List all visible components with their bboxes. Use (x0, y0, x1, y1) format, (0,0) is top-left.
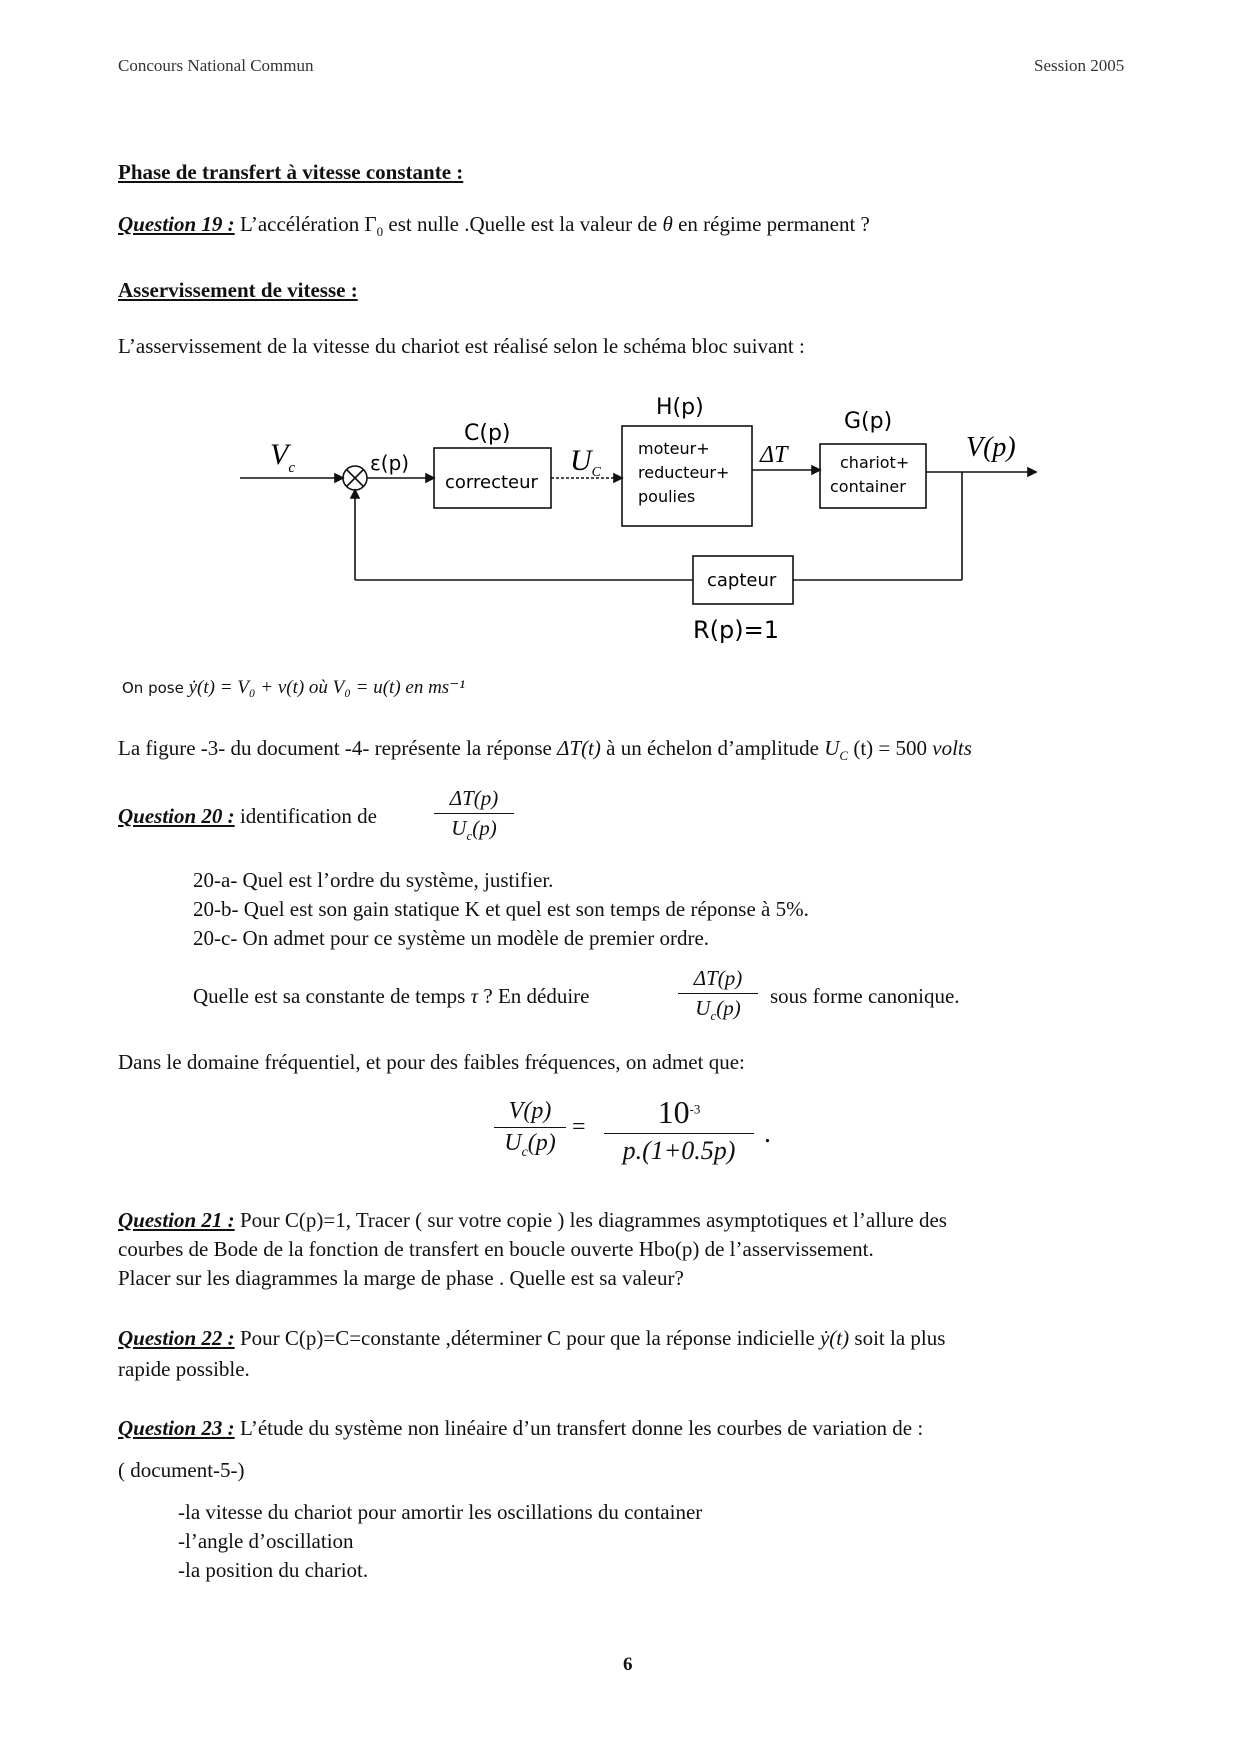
question-20 (118, 804, 377, 829)
q20c-num: ΔT(p) (693, 966, 743, 990)
fig-uc-sub: C (839, 748, 849, 764)
q20-text: identification de (234, 804, 377, 828)
h-text-3: poulies (638, 487, 696, 506)
q23-item-2: -l’angle d’oscillation (178, 1529, 354, 1553)
q20-tau-line (193, 984, 590, 1009)
fig-delta-t: ΔT(t) (557, 736, 601, 760)
vc-label: $V_c$ (270, 438, 295, 476)
uc-label: $U_C$ (570, 444, 602, 480)
q20-c: 20-c- On admet pour ce système un modèle de premier ordre. (193, 926, 710, 950)
q20-tau-text-1: Quelle est sa constante de temps (193, 984, 471, 1008)
q20-num: ΔT(p) (449, 786, 499, 810)
on-pose-line (122, 676, 465, 699)
freq-right-fraction (604, 1094, 754, 1166)
correcteur-text: correcteur (445, 472, 538, 493)
question-23-line-1 (118, 1416, 923, 1441)
gp-label: G(p) (844, 409, 893, 434)
freq-left-fraction (494, 1098, 566, 1161)
figure-line (118, 736, 972, 764)
feedback-arrow (351, 490, 359, 498)
question-21-label: Question 21 : (118, 1208, 235, 1232)
q20-a: 20-a- Quel est l’ordre du système, justifier. (193, 868, 554, 892)
g-text-1: chariot+ (840, 453, 910, 472)
q19-text-2: est nulle .Quelle est la valeur de (383, 212, 663, 236)
header-right: Session 2005 (1034, 56, 1125, 75)
q21-text-1: Pour C(p)=1, Tracer ( sur votre copie ) les diagrammes asymptotiques et l’allure des (234, 1208, 947, 1232)
question-23-line-2: ( document-5-) (118, 1458, 245, 1482)
freq-line: Dans le domaine fréquentiel, et pour des faibles fréquences, on admet que: (118, 1050, 745, 1074)
freq-dot: . (764, 1118, 771, 1149)
question-20-label: Question 20 : (118, 804, 235, 828)
q20-den: $U_c(p)$ (451, 816, 497, 844)
question-21-line-1 (118, 1208, 947, 1233)
rp-label: R(p)=1 (693, 616, 780, 644)
question-22-line-1 (118, 1326, 945, 1351)
question-22-line-2: rapide possible. (118, 1357, 250, 1381)
cp-label: C(p) (464, 421, 511, 446)
section-phase-title: Phase de transfert à vitesse constante : (118, 160, 464, 184)
q19-text-1: L’accélération (234, 212, 365, 236)
question-23-label: Question 23 : (118, 1416, 235, 1440)
input-arrow (335, 474, 343, 482)
q19-text-3: en régime permanent ? (672, 212, 870, 236)
question-19-label: Question 19 : (118, 212, 235, 236)
fig-text-2: à un échelon d’amplitude (600, 736, 825, 760)
delta-t-label: ΔT (760, 442, 788, 468)
g-text-2: container (830, 477, 906, 496)
freq-right-den: p.(1+0.5p) (622, 1136, 736, 1165)
q20-fraction (434, 786, 514, 844)
q20-tau-text-2: ? En déduire (478, 984, 590, 1008)
fig-uc: U (824, 736, 840, 760)
capteur-text: capteur (707, 570, 777, 591)
block-diagram (0, 0, 1240, 660)
vp-label: V(p) (966, 432, 1016, 463)
q20-b: 20-b- Quel est son gain statique K et quel est son temps de réponse à 5%. (193, 897, 809, 921)
hp-label: H(p) (656, 395, 704, 420)
question-21-line-2: courbes de Bode de la fonction de transfert en boucle ouverte Hbo(p) de l’asservissement. (118, 1237, 874, 1261)
theta-symbol: θ (662, 212, 673, 236)
q23-text-1: L’étude du système non linéaire d’un transfert donne les courbes de variation de : (234, 1416, 924, 1440)
page-number: 6 (623, 1654, 633, 1675)
h-text-2: reducteur+ (638, 463, 730, 482)
q22-text-2: soit la plus (849, 1326, 946, 1350)
fig-uc-arg: (t) = 500 (848, 736, 933, 760)
freq-equals: = (572, 1114, 586, 1140)
gamma-symbol: Γ (364, 212, 377, 236)
q23-item-3: -la position du chariot. (178, 1558, 369, 1582)
freq-left-den: $U_c(p)$ (504, 1130, 556, 1160)
q20c-den: $U_c(p)$ (695, 996, 741, 1024)
fig-volts: volts (932, 736, 972, 760)
question-22-label: Question 22 : (118, 1326, 235, 1350)
freq-right-num: $10^{-3}$ (657, 1094, 701, 1130)
header-left: Concours National Commun (118, 56, 314, 75)
q23-item-1: -la vitesse du chariot pour amortir les oscillations du container (178, 1500, 703, 1524)
freq-left-num: V(p) (508, 1098, 552, 1124)
on-pose-prefix: On pose (122, 679, 189, 697)
h-text-1: moteur+ (638, 439, 710, 458)
question-21-line-3: Placer sur les diagrammes la marge de phase . Quelle est sa valeur? (118, 1266, 684, 1290)
output-arrow (1028, 468, 1036, 476)
section-asserv-title: Asservissement de vitesse : (118, 278, 358, 302)
q22-ydot: ẏ(t) (819, 1326, 850, 1350)
gamma-subscript: 0 (376, 224, 384, 240)
epsilon-label: ε(p) (370, 451, 410, 475)
on-pose-equation: ẏ(t) = V₀ + v(t) où V₀ = u(t) en ms⁻¹ (188, 677, 465, 698)
q20-tau-text-3: sous forme canonique. (770, 984, 960, 1008)
q22-text-1: Pour C(p)=C=constante ,déterminer C pour que la réponse indicielle (234, 1326, 820, 1350)
fig-text-1: La figure -3- du document -4- représente la réponse (118, 736, 558, 760)
diagram-intro: L’asservissement de la vitesse du chariot est réalisé selon le schéma bloc suivant : (118, 334, 805, 358)
tau-symbol: τ (470, 984, 479, 1008)
q20-canonical-fraction (678, 966, 758, 1024)
